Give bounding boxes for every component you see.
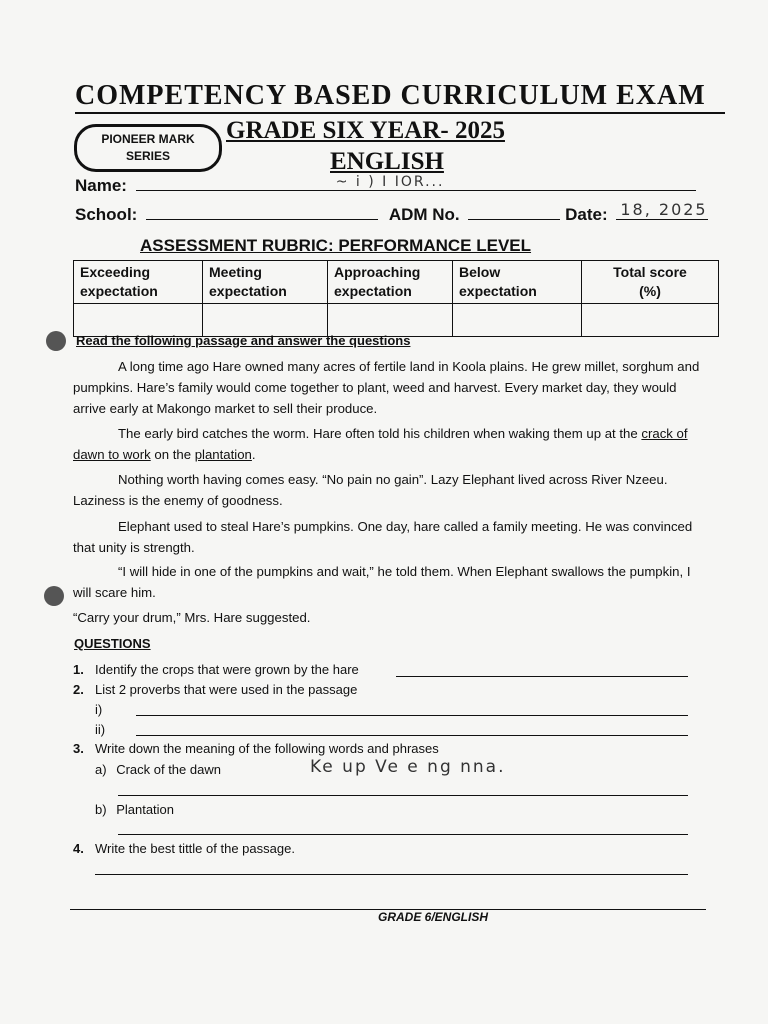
rubric-cell-meeting[interactable]: [203, 304, 328, 337]
rubric-cell-below[interactable]: [453, 304, 582, 337]
question-1: [73, 662, 359, 677]
question-2-i-label: i): [95, 702, 103, 717]
question-text: Write the best tittle of the passage.: [95, 841, 295, 856]
question-number: 4.: [73, 841, 84, 856]
rubric-header-text: Total score: [613, 264, 687, 280]
passage-paragraph-3: Nothing worth having comes easy. “No pain no gain”. Lazy Elephant lived across River Nzeeu. Laziness is the enemy of goodness.: [73, 472, 668, 508]
answer-line-q3b[interactable]: [118, 834, 688, 835]
rubric-header-text: (%): [639, 283, 661, 299]
series-badge-line2: SERIES: [125, 149, 170, 163]
phrase-crack-of-dawn: crack of dawn to work: [73, 426, 688, 462]
school-field[interactable]: [146, 205, 378, 220]
question-number: 3.: [73, 741, 84, 756]
date-field[interactable]: [616, 200, 708, 220]
questions-heading: QUESTIONS: [74, 636, 151, 651]
passage-paragraph-4: Elephant used to steal Hare’s pumpkins. One day, hare called a family meeting. He was convinced that unity is strength.: [73, 519, 693, 555]
rubric-header-row: [74, 261, 719, 304]
handwritten-answer-q3a: Ke up Ve e ng nna.: [310, 757, 506, 777]
punch-hole: [44, 586, 64, 606]
rubric-table: [73, 260, 719, 337]
word-plantation: plantation: [194, 447, 252, 462]
grade-title: GRADE SIX YEAR- 2025: [226, 117, 505, 144]
school-label: School:: [75, 205, 138, 224]
question-text: Write down the meaning of the following words and phrases: [95, 741, 439, 756]
rubric-header-text: expectation: [459, 283, 537, 299]
question-3a: [95, 762, 221, 777]
answer-line-q3a[interactable]: [118, 795, 688, 796]
answer-line-q1[interactable]: [396, 676, 688, 677]
question-text: Identify the crops that were grown by the hare: [95, 662, 359, 677]
passage-paragraph-2: [73, 423, 703, 465]
passage-paragraph-1: A long time ago Hare owned many acres of fertile land in Koola plains. He grew millet, sorghum and pumpkins. Hare’s family would come together to plant, weed and harvest. Every market day, they would arrive early at Makongo market to sell their produce.: [73, 359, 700, 416]
rubric-header-below: [453, 261, 582, 304]
adm-field[interactable]: [468, 205, 560, 220]
question-3b: [95, 802, 174, 817]
paragraph-text: on the: [150, 447, 195, 462]
adm-label: ADM No.: [388, 205, 460, 224]
subject-title: ENGLISH: [330, 148, 444, 175]
name-row: [75, 176, 696, 196]
rubric-score-row: [74, 304, 719, 337]
footer-text: GRADE 6/ENGLISH: [378, 910, 489, 924]
date-label: Date:: [565, 205, 608, 224]
question-sub-label: a): [95, 762, 107, 777]
series-badge-line1: PIONEER MARK: [101, 132, 195, 146]
series-badge: [74, 124, 222, 172]
name-label: Name:: [75, 176, 127, 195]
rubric-header-text: Approaching: [334, 264, 421, 280]
rubric-header-exceeding: [74, 261, 203, 304]
question-sub-label: b): [95, 802, 107, 817]
question-text: Plantation: [116, 802, 175, 817]
exam-title: COMPETENCY BASED CURRICULUM EXAM: [75, 80, 706, 111]
name-value: ~ i ) I IOR...: [335, 174, 445, 190]
school-row: [75, 200, 708, 225]
rubric-cell-total[interactable]: [582, 304, 719, 337]
rubric-header-text: expectation: [334, 283, 412, 299]
question-3: [73, 741, 439, 756]
question-number: 2.: [73, 682, 84, 697]
question-text: List 2 proverbs that were used in the passage: [95, 682, 358, 697]
rubric-header-text: expectation: [80, 283, 158, 299]
rubric-header-text: Meeting: [209, 264, 262, 280]
passage-paragraph-5: “I will hide in one of the pumpkins and wait,” he told them. When Elephant swallows the pumpkin, I will scare him.: [73, 564, 691, 600]
rubric-header-meeting: [203, 261, 328, 304]
question-4: [73, 841, 295, 856]
rubric-header-text: Below: [459, 264, 501, 280]
rubric-title: ASSESSMENT RUBRIC: PERFORMANCE LEVEL: [140, 236, 532, 255]
rubric-header-text: Exceeding: [80, 264, 151, 280]
rubric-cell-exceeding[interactable]: [74, 304, 203, 337]
passage-paragraph-6: “Carry your drum,” Mrs. Hare suggested.: [73, 610, 311, 625]
paragraph-text: The early bird catches the worm. Hare often told his children when waking them up at the: [118, 426, 638, 441]
question-number: 1.: [73, 662, 84, 677]
paragraph-text: .: [251, 447, 256, 462]
rubric-header-approaching: [328, 261, 453, 304]
rubric-header-total: [582, 261, 719, 304]
answer-line-q4[interactable]: [95, 874, 688, 875]
title-underline: [75, 112, 725, 114]
rubric-header-text: expectation: [209, 283, 287, 299]
rubric-cell-approaching[interactable]: [328, 304, 453, 337]
question-2-ii-label: ii): [95, 722, 106, 737]
answer-line-q2-i[interactable]: [136, 715, 688, 716]
answer-line-q2-ii[interactable]: [136, 735, 688, 736]
date-value: 18, 2025: [620, 200, 708, 219]
question-text: Crack of the dawn: [116, 762, 221, 777]
question-2: [73, 682, 357, 697]
passage-instruction: Read the following passage and answer the questions: [76, 333, 411, 348]
punch-hole: [46, 331, 66, 351]
name-field[interactable]: [136, 176, 696, 191]
